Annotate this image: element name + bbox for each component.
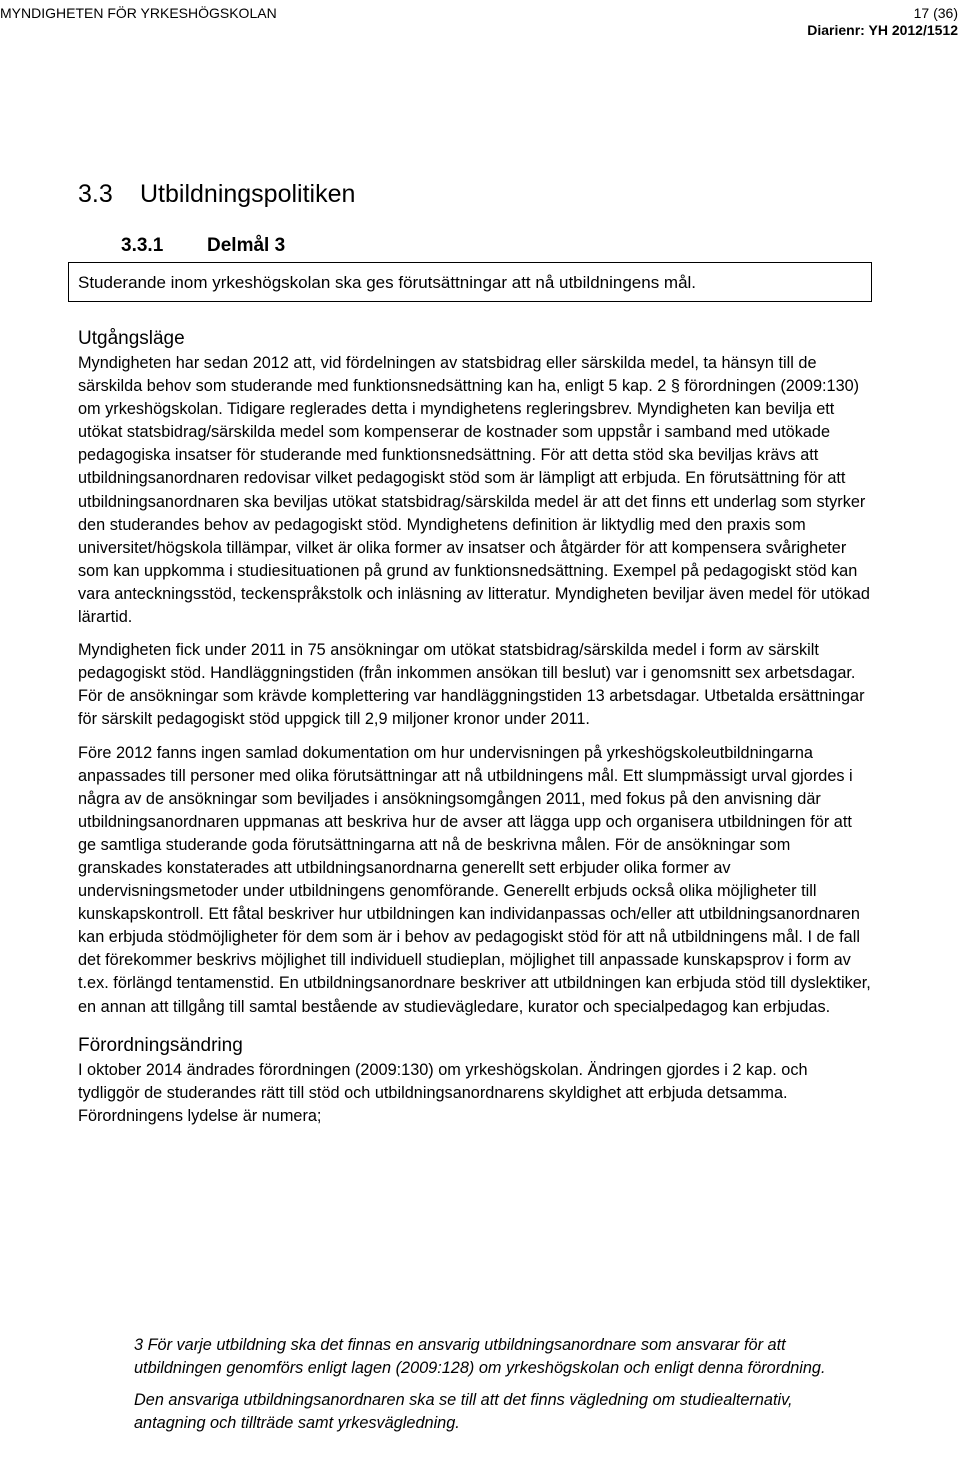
section-title: Utbildningspolitiken <box>140 180 356 208</box>
regulation-quote <box>134 1334 834 1434</box>
quote-paragraph: Den ansvariga utbildningsanordnaren ska se till att det finns vägledning om studiealternativ, antagning och tillträde samt yrkesvägledning. <box>134 1391 793 1432</box>
paragraph: Myndigheten fick under 2011 in 75 ansökningar om utökat statsbidrag/särskilda medel i form av särskilt pedagogiskt stöd. Handläggningstiden (från inkommen ansökan till beslut) var i genomsnitt sex arbetsdagar. För de ansökningar som krävde komplettering var handläggningstiden 13 arbetsdagar. Utbetalda ersättningar för särskilt pedagogiskt stöd uppgick till 2,9 miljoner kronor under 2011. <box>78 641 865 729</box>
utgangslage-heading: Utgångsläge <box>78 328 185 349</box>
goal-box <box>68 262 872 302</box>
subsection-number: 3.3.1 <box>121 235 164 256</box>
page-number: 17 (36) <box>913 5 958 21</box>
paragraph: I oktober 2014 ändrades förordningen (2009:130) om yrkeshögskolan. Ändringen gjordes i 2 kap. och tydliggör de studerandes rätt till stöd och utbildningsanordnarens skyldighet att erbjuda detsamma. Förordningens lydelse är numera; <box>78 1060 808 1125</box>
registration-number: Diarienr: YH 2012/1512 <box>807 22 958 38</box>
header-meta <box>807 5 958 39</box>
paragraph: Myndigheten har sedan 2012 att, vid fördelningen av statsbidrag eller särskilda medel, ta hänsyn till de särskilda behov som studerande med funktionsnedsättning kan ha, enligt 5 kap. 2 § förordningen (2009:130) om yrkeshögskolan. Tidigare reglerades detta i myndighetens regleringsbrev. Myndigheten kan bevilja ett utökat statsbidrag/särskilda medel som kompenserar de kostnader som uppstår i samband med utökade pedagogiska insatser för studerande med funktionsnedsättning. För att detta stöd ska beviljas krävs att utbildningsanordnaren redovisar vilket pedagogiskt stöd som är lämpligt att erbjuda. En förutsättning för att utbildningsanordnaren ska beviljas utökat statsbidrag/särskilda medel är att det finns ett underlag som styrker den studerandes behov av pedagogiskt stöd. Myndighetens definition är liktydlig med den praxis som universitet/högskola tillämpar, vilket är olika former av insatser och åtgärder för att kompensera svårigheter som kan uppkomma i studiesituationen på grund av funktionsnedsättning. Exempel på pedagogiskt stöd kan vara anteckningsstöd, teckenspråkstolk och inläsning av litteratur. Myndigheten beviljar även medel för utökad lärartid. <box>78 354 870 627</box>
section-number: 3.3 <box>78 180 113 208</box>
quote-paragraph: 3 För varje utbildning ska det finnas en ansvarig utbildningsanordnare som ansvarar för att utbildningen genomförs enligt lagen (2009:128) om yrkeshögskolan och enligt denna förordning. <box>134 1336 826 1377</box>
paragraph: Före 2012 fanns ingen samlad dokumentation om hur undervisningen på yrkeshögskoleutbildningarna anpassades till personer med olika förutsättningar att nå utbildningens mål. Ett slumpmässigt urval gjordes i några av de ansökningar som beviljades i ansökningsomgången 2011, med fokus på den anvisning där utbildningsanordnaren uppmanas att beskriva hur de avser att lägga upp och organisera utbildningen för att ge samtliga studerande goda förutsättningarna att nå de beskrivna målen. För de ansökningar som granskades konstaterades att utbildningsanordnarna generellt sett erbjuder olika former av undervisningsmetoder under utbildningens genomförande. Generellt erbjuds också olika möjligheter till kunskapskontroll. Ett fåtal beskriver hur utbildningen kan individanpassas och/eller att utbildningsanordnaren kan erbjuda stödmöjligheter för dem som är i behov av pedagogiskt stöd för att nå utbildningens mål. I de fall det förekommer beskrivs möjlighet till individuell studieplan, möjlighet till anpassade kunskapsprov i form av t.ex. förlängd tentamenstid. En utbildningsanordnare beskriver att utbildningen kan erbjuda stöd till dyslektiker, en annan att tillgång till samtal bestående av studievägledare, kurator och specialpedagog kan erbjudas. <box>78 743 871 1016</box>
goal-text: Studerande inom yrkeshögskolan ska ges förutsättningar att nå utbildningens mål. <box>78 273 697 292</box>
subsection-title: Delmål 3 <box>207 235 286 256</box>
header-organization: MYNDIGHETEN FÖR YRKESHÖGSKOLAN <box>0 5 277 21</box>
section-heading <box>78 180 355 209</box>
document-body <box>78 326 873 1128</box>
subsection-heading <box>121 235 285 257</box>
forordningsandring-heading: Förordningsändring <box>78 1034 243 1056</box>
